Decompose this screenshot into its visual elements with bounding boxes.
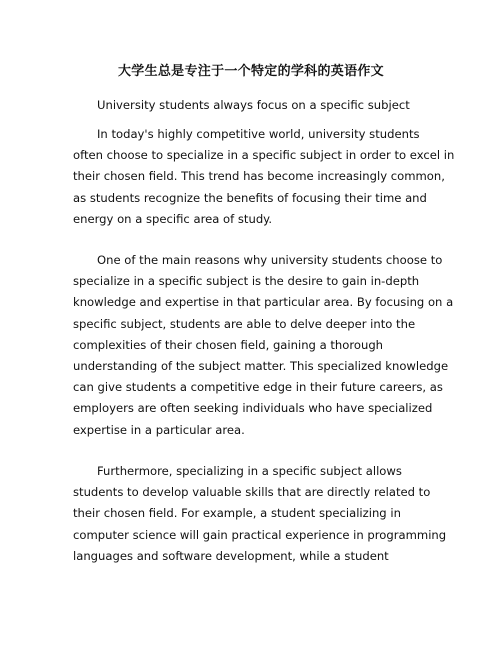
paragraph-line: knowledge and expertise in that particular area. By focusing on a	[73, 295, 454, 310]
paragraph-3	[73, 461, 447, 567]
paragraph-line: can give students a competitive edge in their future careers, as	[73, 380, 443, 395]
paragraph-line: their chosen field. This trend has become increasingly common,	[73, 169, 445, 184]
paragraph-line: as students recognize the benefits of focusing their time and	[73, 190, 427, 205]
paragraph-line: computer science will gain practical experience in programming	[73, 527, 447, 542]
paragraph-line: employers are often seeking individuals who have specialized	[73, 401, 433, 416]
document-subtitle: University students always focus on a specific subject	[97, 98, 410, 112]
paragraph-2	[73, 250, 454, 441]
paragraph-line: Furthermore, specializing in a specific subject allows	[97, 464, 402, 478]
paragraph-line: complexities of their chosen field, gaining a thorough	[73, 337, 384, 352]
paragraph-1	[73, 124, 455, 230]
paragraph-line: specific subject, students are able to delve deeper into the	[73, 316, 416, 331]
paragraph-line: expertise in a particular area.	[73, 422, 245, 437]
paragraph-line: students to develop valuable skills that are directly related to	[73, 485, 431, 500]
paragraph-line: often choose to specialize in a specific subject in order to excel in	[73, 148, 455, 163]
paragraph-line: One of the main reasons why university students choose to	[97, 253, 443, 267]
paragraph-line: understanding of the subject matter. This specialized knowledge	[73, 358, 449, 373]
paragraph-line: energy on a specific area of study.	[73, 211, 273, 226]
document-title: 大学生总是专注于一个特定的学科的英语作文	[117, 64, 384, 79]
paragraph-line: their chosen field. For example, a student specializing in	[73, 506, 401, 521]
paragraph-line: specialize in a specific subject is the desire to gain in-depth	[73, 274, 420, 289]
paragraph-line: In today's highly competitive world, university students	[97, 127, 420, 141]
paragraph-line: languages and software development, while a student	[73, 548, 389, 563]
